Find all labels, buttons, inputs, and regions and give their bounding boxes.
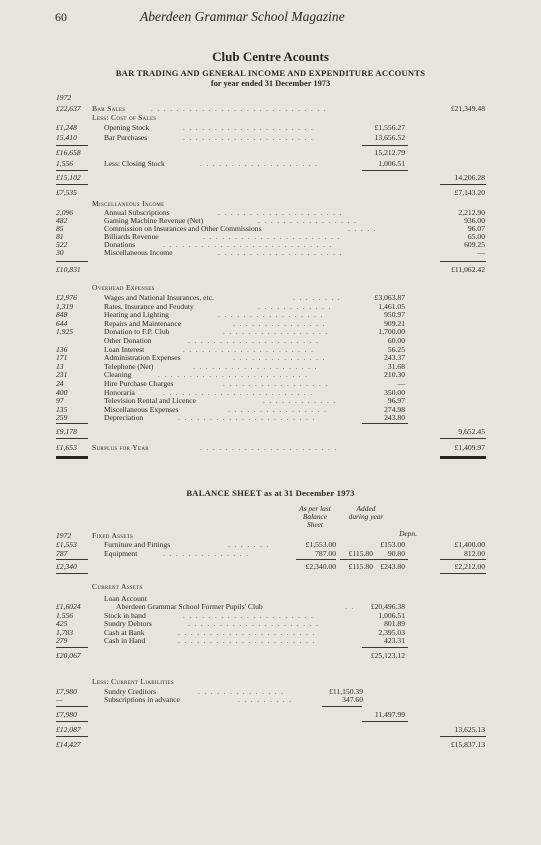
- col-head-added: Added during year: [348, 504, 384, 521]
- underline-rule: [56, 145, 88, 146]
- amount-col-a: £1,556.27: [374, 123, 405, 132]
- prior-year-value: £20,067: [56, 650, 81, 660]
- prior-year-value: £1,653: [56, 443, 77, 452]
- prior-year-value: £10,831: [56, 265, 81, 274]
- leader-dots: ............................: [151, 104, 331, 113]
- fixed-assets-total: [0, 561, 541, 572]
- leader-dots: ..............: [198, 686, 288, 696]
- row-label: Loan Account: [104, 594, 147, 603]
- row-label: Subscriptions in advance: [104, 695, 180, 704]
- prior-year-value: 400: [56, 387, 68, 397]
- amount-col-b: 14,206.28: [454, 173, 485, 182]
- row-label: Bar Sales: [92, 104, 126, 113]
- amount-col-a: 243.37: [384, 353, 405, 363]
- leader-dots: ......................: [178, 413, 319, 423]
- amount-col-b: 9,652.45: [458, 427, 485, 436]
- gross-profit-row: [0, 187, 541, 198]
- leader-dots: .....................: [188, 619, 323, 628]
- cost-of-sales-total: [0, 172, 541, 183]
- row-label: Cleaning: [104, 370, 132, 380]
- row-label: Equipment: [104, 548, 138, 558]
- prior-year-value: —: [56, 695, 63, 704]
- prior-year-value: £7,980: [56, 686, 77, 696]
- amount-col-a: 56.25: [387, 344, 405, 354]
- row-label: Rates, Insurance and Feuduty: [104, 301, 194, 311]
- amount-col-a: £20,496.38: [370, 602, 405, 611]
- prior-year-value: 522: [56, 240, 68, 249]
- col-head-last-balance: As per last Balance Sheet: [299, 504, 331, 529]
- amount-col-a: 60.00: [387, 336, 405, 345]
- leader-dots: ...............: [233, 353, 329, 363]
- amount-liability: £11,150.39: [329, 686, 363, 696]
- amount-col-b: £7,143.20: [454, 188, 485, 197]
- amount-col-a: 96.97: [387, 396, 405, 406]
- leader-dots: .........: [238, 695, 296, 704]
- amount-col-a: 950.97: [384, 310, 405, 320]
- section-heading: Miscellaneous Income: [92, 199, 165, 208]
- prior-year-value: 30: [56, 248, 64, 257]
- prior-year-value: £1,248: [56, 123, 77, 132]
- prior-year-value: 259: [56, 413, 68, 423]
- prior-year-value: 1,319: [56, 301, 74, 311]
- surplus-row: [0, 442, 541, 453]
- row-label: Less: Cost of Sales: [92, 113, 157, 122]
- magazine-title: Aberdeen Grammar School Magazine: [140, 9, 345, 24]
- leader-dots: ................: [228, 404, 331, 414]
- amount-depn: 90.80: [387, 548, 405, 558]
- prior-year-value: 279: [56, 636, 68, 645]
- row-label: Stock in hand: [104, 610, 146, 620]
- underline-rule: [362, 145, 408, 146]
- prior-year-value: £14,427: [56, 739, 81, 749]
- overhead-total: [0, 426, 541, 437]
- underline-rule: [56, 184, 88, 185]
- amount-net: 13,625.13: [454, 724, 485, 734]
- leader-dots: .................: [223, 379, 332, 388]
- misc-income-row: [0, 247, 541, 258]
- underline-rule: [322, 706, 362, 707]
- underline-rule: [56, 706, 88, 707]
- underline-rule: [440, 438, 486, 439]
- leader-dots: ....................: [218, 248, 346, 257]
- leader-dots: ..: [345, 602, 358, 611]
- prior-year-value: 85: [56, 224, 64, 233]
- row-label: Sundry Creditors: [104, 686, 157, 696]
- current-assets-heading: [0, 581, 541, 592]
- prior-year-value: £9,178: [56, 427, 77, 436]
- closing-stock-row: [0, 158, 541, 169]
- row-label: Administration Expenses: [104, 353, 181, 363]
- row-label: Commission on Insurances and Other Commissions: [104, 224, 262, 233]
- underline-rule: [440, 261, 486, 262]
- leader-dots: ......................: [178, 627, 319, 637]
- balance-sheet-title: BALANCE SHEET as at 31 December 1973: [186, 488, 355, 498]
- current-assets-total: [0, 650, 541, 661]
- underline-rule: [440, 736, 486, 737]
- prior-year-value: £12,087: [56, 724, 81, 734]
- leader-dots: ........................: [163, 387, 317, 397]
- amount-col-a: 801.89: [384, 619, 405, 628]
- amount-last: 787.00: [315, 548, 336, 558]
- leader-dots: .....................: [183, 133, 318, 142]
- underline-rule: [56, 438, 88, 439]
- underline-rule: [56, 261, 88, 262]
- amount-col-a: 1,461.05: [378, 301, 405, 311]
- leader-dots: ............: [258, 301, 335, 311]
- row-label: Depreciation: [104, 413, 144, 423]
- row-label: Wages and National Insurances, etc.: [104, 293, 214, 302]
- section-heading: Fixed Assets: [92, 531, 134, 540]
- amount-col-a: —: [397, 379, 405, 388]
- leader-dots: .....: [348, 224, 380, 233]
- underline-rule: [56, 170, 88, 171]
- misc-income-total: [0, 264, 541, 275]
- underline-rule: [56, 736, 88, 737]
- row-label: Telephone (Net): [104, 361, 154, 371]
- net-current-assets: [0, 724, 541, 735]
- prior-year-value: £7,535: [56, 188, 77, 197]
- amount-col-a: 1,006.51: [378, 159, 405, 168]
- amount-col-b: 65.00: [467, 232, 485, 241]
- prior-year-value: 425: [56, 619, 68, 628]
- amount-net: £15,837.13: [450, 739, 485, 749]
- prior-year-value: 97: [56, 396, 64, 406]
- amount-col-b: £1,409.97: [454, 443, 485, 452]
- amount-col-a: 13,656.52: [374, 133, 405, 142]
- leader-dots: ......................: [203, 232, 344, 241]
- prior-year-value: £2,340: [56, 562, 77, 571]
- liabilities-total: [0, 709, 541, 720]
- row-label: Furniture and Fittings: [104, 540, 171, 549]
- leader-dots: .....................: [183, 610, 318, 620]
- prior-year-heading: [0, 92, 541, 103]
- amount-liability: 347.60: [342, 695, 363, 704]
- prior-year-value: 1,556: [56, 610, 74, 620]
- row-label: Television Rental and Licence: [104, 396, 197, 406]
- row-label: Gaming Machine Revenue (Net): [104, 216, 204, 225]
- amount-depn: £243.80: [380, 562, 405, 571]
- row-label: Less: Closing Stock: [104, 159, 165, 168]
- prior-year-value: 644: [56, 318, 68, 328]
- leader-dots: .................: [218, 310, 327, 320]
- row-label: Repairs and Maintenance: [104, 318, 182, 328]
- leader-dots: .....................: [188, 336, 323, 345]
- row-label: Cash in Hand: [104, 636, 146, 645]
- leader-dots: ....................: [193, 361, 321, 371]
- row-label: Loan Interest: [104, 344, 145, 354]
- bar-subtotal: [0, 147, 541, 158]
- amount-col-a: 350.00: [384, 387, 405, 397]
- row-label: Heating and Lighting: [104, 310, 169, 320]
- leader-dots: .....................: [183, 344, 318, 354]
- row-label: Aberdeen Grammar School Former Pupils' Club: [116, 602, 263, 611]
- prior-year-value: 24: [56, 379, 64, 388]
- amount-col-a: £3,063.87: [374, 293, 405, 302]
- row-label: Bar Purchases: [104, 133, 148, 142]
- amount-col-a: 423.31: [384, 636, 405, 645]
- prior-year-label: 1972: [56, 93, 72, 102]
- amount-col-b: —: [477, 248, 485, 257]
- prior-year-value: 135: [56, 404, 68, 414]
- row-label: Hire Purchase Charges: [104, 379, 174, 388]
- leader-dots: ..............: [163, 548, 253, 558]
- section-heading: Overhead Expenses: [92, 283, 155, 292]
- prior-year-value: 136: [56, 344, 68, 354]
- amount-col-b: £21,349.48: [450, 104, 485, 113]
- underline-rule: [362, 647, 408, 648]
- amount-col-a: 11,497.99: [374, 709, 405, 719]
- accounts-period: for year ended 31 December 1973: [210, 79, 331, 88]
- leader-dots: ......................: [178, 636, 319, 645]
- row-label: Sundry Debtors: [104, 619, 152, 628]
- underline-rule: [440, 573, 486, 574]
- amount-col-a: 243.80: [384, 413, 405, 423]
- underline-rule: [56, 559, 88, 560]
- amount-col-a: £25,123.12: [370, 650, 405, 660]
- section-heading: Current Assets: [92, 582, 143, 591]
- prior-year-value: 482: [56, 216, 68, 225]
- leader-dots: ....................: [218, 208, 346, 217]
- current-asset-row: [0, 635, 541, 646]
- amount-col-a: 31.68: [387, 361, 405, 371]
- leader-dots: ...................: [200, 159, 322, 168]
- amount-col-b: 2,212.90: [458, 208, 485, 217]
- row-label: Donations: [104, 240, 136, 249]
- amount-net: 812.00: [464, 548, 485, 558]
- double-total-rule: [440, 456, 486, 459]
- accounts-subtitle: BAR TRADING AND GENERAL INCOME AND EXPENDITURE ACCOUNTS: [115, 68, 426, 78]
- row-label: Donation to F.P. Club: [104, 327, 170, 337]
- section-heading: Less: Current Liabilities: [92, 676, 174, 686]
- prior-year-value: 848: [56, 310, 68, 320]
- amount-depn: £153.00: [380, 540, 405, 549]
- prior-year-value: 1,783: [56, 627, 74, 637]
- prior-year-value: 1,925: [56, 327, 74, 337]
- prior-year-value: 2,096: [56, 208, 74, 217]
- leader-dots: ........: [293, 293, 345, 302]
- liability-row: [0, 694, 541, 705]
- row-label: Miscellaneous Income: [104, 248, 173, 257]
- underline-rule: [440, 184, 486, 185]
- amount-col-a: 1,006.51: [378, 610, 405, 620]
- underline-rule: [296, 559, 336, 560]
- prior-year-value: £16,658: [56, 148, 81, 157]
- amount-col-a: 274.98: [384, 404, 405, 414]
- underline-rule: [440, 559, 486, 560]
- underline-rule: [56, 721, 88, 722]
- leader-dots: ...............: [233, 318, 329, 328]
- leader-dots: ......................: [200, 443, 341, 452]
- prior-year-value: 1,556: [56, 159, 74, 168]
- amount-col-a: 909.21: [384, 318, 405, 328]
- row-label: Other Donation: [104, 336, 152, 345]
- prior-year-value: £22,637: [56, 104, 81, 113]
- row-label: Cash at Bank: [104, 627, 145, 637]
- underline-rule: [362, 721, 408, 722]
- prior-year-value: 231: [56, 370, 68, 380]
- row-label: Surplus for Year: [92, 443, 149, 452]
- underline-rule: [362, 170, 408, 171]
- prior-year-value: £15,102: [56, 173, 81, 182]
- prior-year-label: 1972: [56, 531, 72, 540]
- amount-col-b: 936.00: [464, 216, 485, 225]
- row-label: Miscellaneous Expenses: [104, 404, 179, 414]
- underline-rule: [56, 647, 88, 648]
- overhead-row: [0, 412, 541, 423]
- bar-row: [0, 132, 541, 143]
- amount-last: £2,340.00: [305, 562, 336, 571]
- amount-col-b: £11,062.42: [451, 265, 485, 274]
- amount-last: £1,553.00: [305, 540, 336, 549]
- underline-rule: [368, 559, 408, 560]
- page-number: 60: [55, 10, 67, 24]
- leader-dots: .......: [228, 540, 273, 549]
- amount-col-a: 1,700.00: [378, 327, 405, 337]
- prior-year-value: £1,6024: [56, 602, 81, 611]
- prior-year-value: 13: [56, 361, 64, 371]
- amount-col-b: 96.07: [467, 224, 485, 233]
- prior-year-value: 15,410: [56, 133, 77, 142]
- amount-col-b: 609.25: [464, 240, 485, 249]
- fixed-asset-row: [0, 548, 541, 559]
- amount-net: £2,212.00: [454, 562, 485, 571]
- page-title: Club Centre Acounts: [212, 49, 329, 64]
- amount-col-a: 15,212.79: [374, 148, 405, 157]
- row-label: Honoraria: [104, 387, 135, 397]
- leader-dots: ........................: [158, 370, 312, 380]
- amount-col-a: 2,395.03: [378, 627, 405, 637]
- leader-dots: .....................: [183, 123, 318, 132]
- prior-year-value: £2,976: [56, 293, 77, 302]
- leader-dots: ............: [263, 396, 340, 406]
- prior-year-value: 81: [56, 232, 64, 241]
- prior-year-value: £7,980: [56, 709, 77, 719]
- balance-grand-total: [0, 739, 541, 750]
- amount-col-a: 210.30: [384, 370, 405, 380]
- prior-year-value: 787: [56, 548, 68, 558]
- leader-dots: .................: [223, 327, 332, 337]
- leader-dots: ...........................: [163, 240, 336, 249]
- leader-dots: ................: [258, 216, 361, 225]
- amount-net: £1,400.00: [454, 540, 485, 549]
- row-label: Opening Stock: [104, 123, 150, 132]
- row-label: Billiards Revenue: [104, 232, 159, 241]
- prior-year-value: 171: [56, 353, 68, 363]
- col-head-depreciation: Depn.: [399, 529, 417, 538]
- prior-year-value: £1,553: [56, 540, 77, 549]
- row-label: Annual Subscriptions: [104, 208, 170, 217]
- underline-rule: [362, 423, 408, 424]
- amount-added: £115.80: [348, 548, 373, 558]
- underline-rule: [56, 573, 88, 574]
- double-total-rule: [56, 456, 88, 459]
- underline-rule: [56, 423, 88, 424]
- amount-added: £115.80: [348, 562, 373, 571]
